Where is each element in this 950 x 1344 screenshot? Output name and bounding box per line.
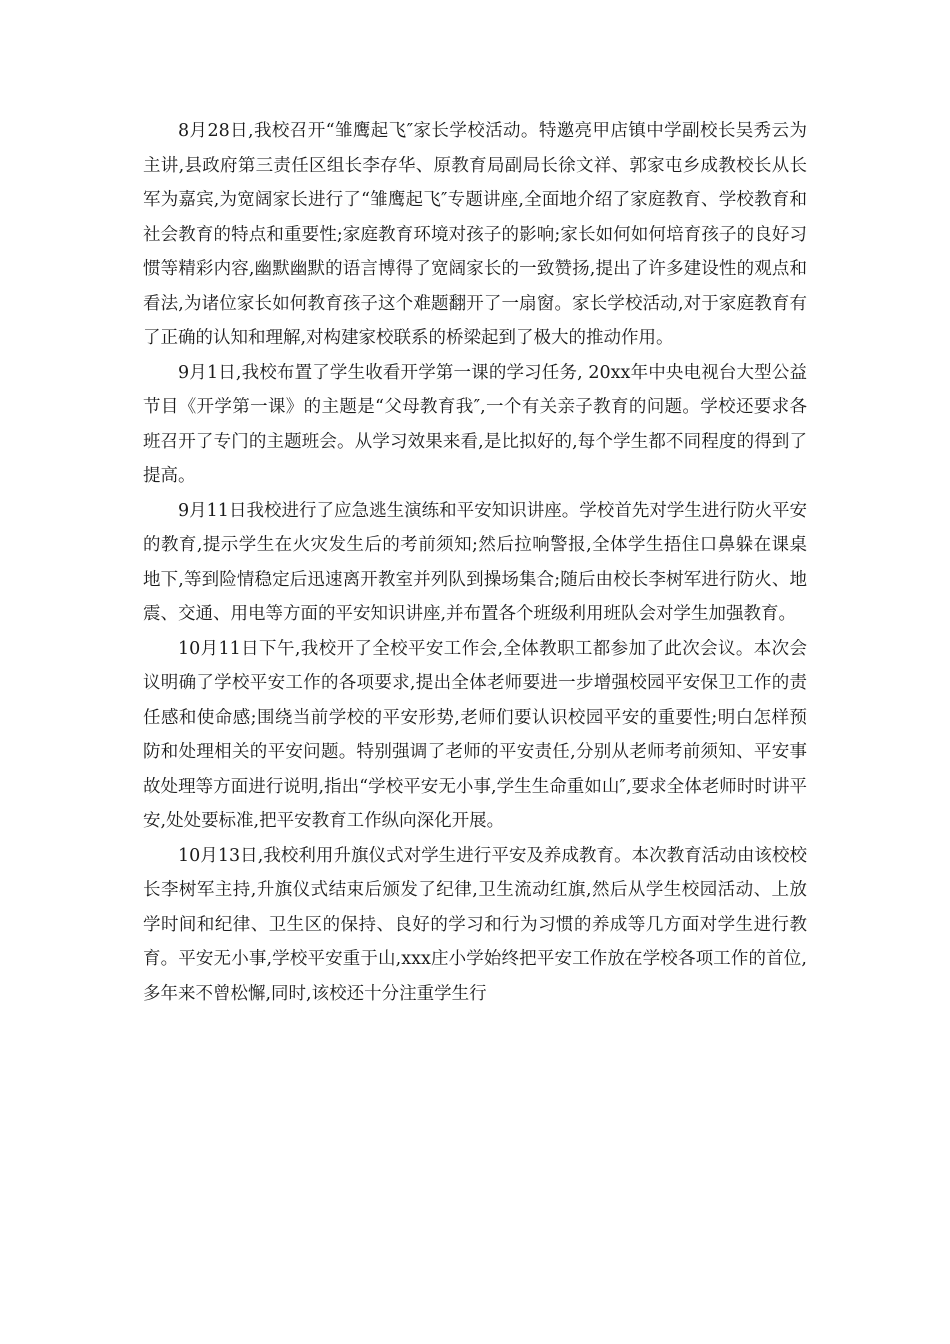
document-body (143, 114, 807, 1011)
paragraph-2: 9月1日,我校布置了学生收看开学第一课的学习任务, 20xx年中央电视台大型公益节目《开学第一课》的主题是“父母教育我″,一个有关亲子教育的问题。学校还要求各班召开了专门的主题班会。从学习效果来看,是比拟好的,每个学生都不同程度的得到了提高。 (143, 362, 807, 486)
paragraph-4: 10月11日下午,我校开了全校平安工作会,全体教职工都参加了此次会议。本次会议明确了学校平安工作的各项要求,提出全体老师要进一步增强校园平安保卫工作的责任感和使命感;围绕当前学校的平安形势,老师们要认识校园平安的重要性;明白怎样预防和处理相关的平安问题。特别强调了老师的平安责任,分别从老师考前须知、平安事故处理等方面进行说明,指出“学校平安无小事,学生生命重如山″,要求全体老师时时讲平安,处处要标准,把平安教育工作纵向深化开展。 (143, 638, 807, 831)
paragraph-3: 9月11日我校进行了应急逃生演练和平安知识讲座。学校首先对学生进行防火平安的教育,提示学生在火灾发生后的考前须知;然后拉响警报,全体学生捂住口鼻躲在课桌地下,等到险情稳定后迅速离开教室并列队到操场集合;随后由校长李树军进行防火、地震、交通、用电等方面的平安知识讲座,并布置各个班级利用班队会对学生加强教育。 (143, 500, 807, 624)
paragraph-5: 10月13日,我校利用升旗仪式对学生进行平安及养成教育。本次教育活动由该校校长李树军主持,升旗仪式结束后颁发了纪律,卫生流动红旗,然后从学生校园活动、上放学时间和纪律、卫生区的保持、良好的学习和行为习惯的养成等几方面对学生进行教育。平安无小事,学校平安重于山,xxx庄小学始终把平安工作放在学校各项工作的首位,多年来不曾松懈,同时,该校还十分注重学生行 (143, 845, 807, 1004)
paragraph-1: 8月28日,我校召开“雏鹰起飞″家长学校活动。特邀亮甲店镇中学副校长吴秀云为主讲,县政府第三责任区组长李存华、原教育局副局长徐文祥、郭家屯乡成教校长从长军为嘉宾,为宽阔家长进行了“雏鹰起飞″专题讲座,全面地介绍了家庭教育、学校教育和社会教育的特点和重要性;家庭教育环境对孩子的影响;家长如何如何培育孩子的良好习惯等精彩内容,幽默幽默的语言博得了宽阔家长的一致赞扬,提出了许多建设性的观点和看法,为诸位家长如何教育孩子这个难题翻开了一扇窗。家长学校活动,对于家庭教育有了正确的认知和理解,对构建家校联系的桥梁起到了极大的推动作用。 (143, 121, 807, 348)
